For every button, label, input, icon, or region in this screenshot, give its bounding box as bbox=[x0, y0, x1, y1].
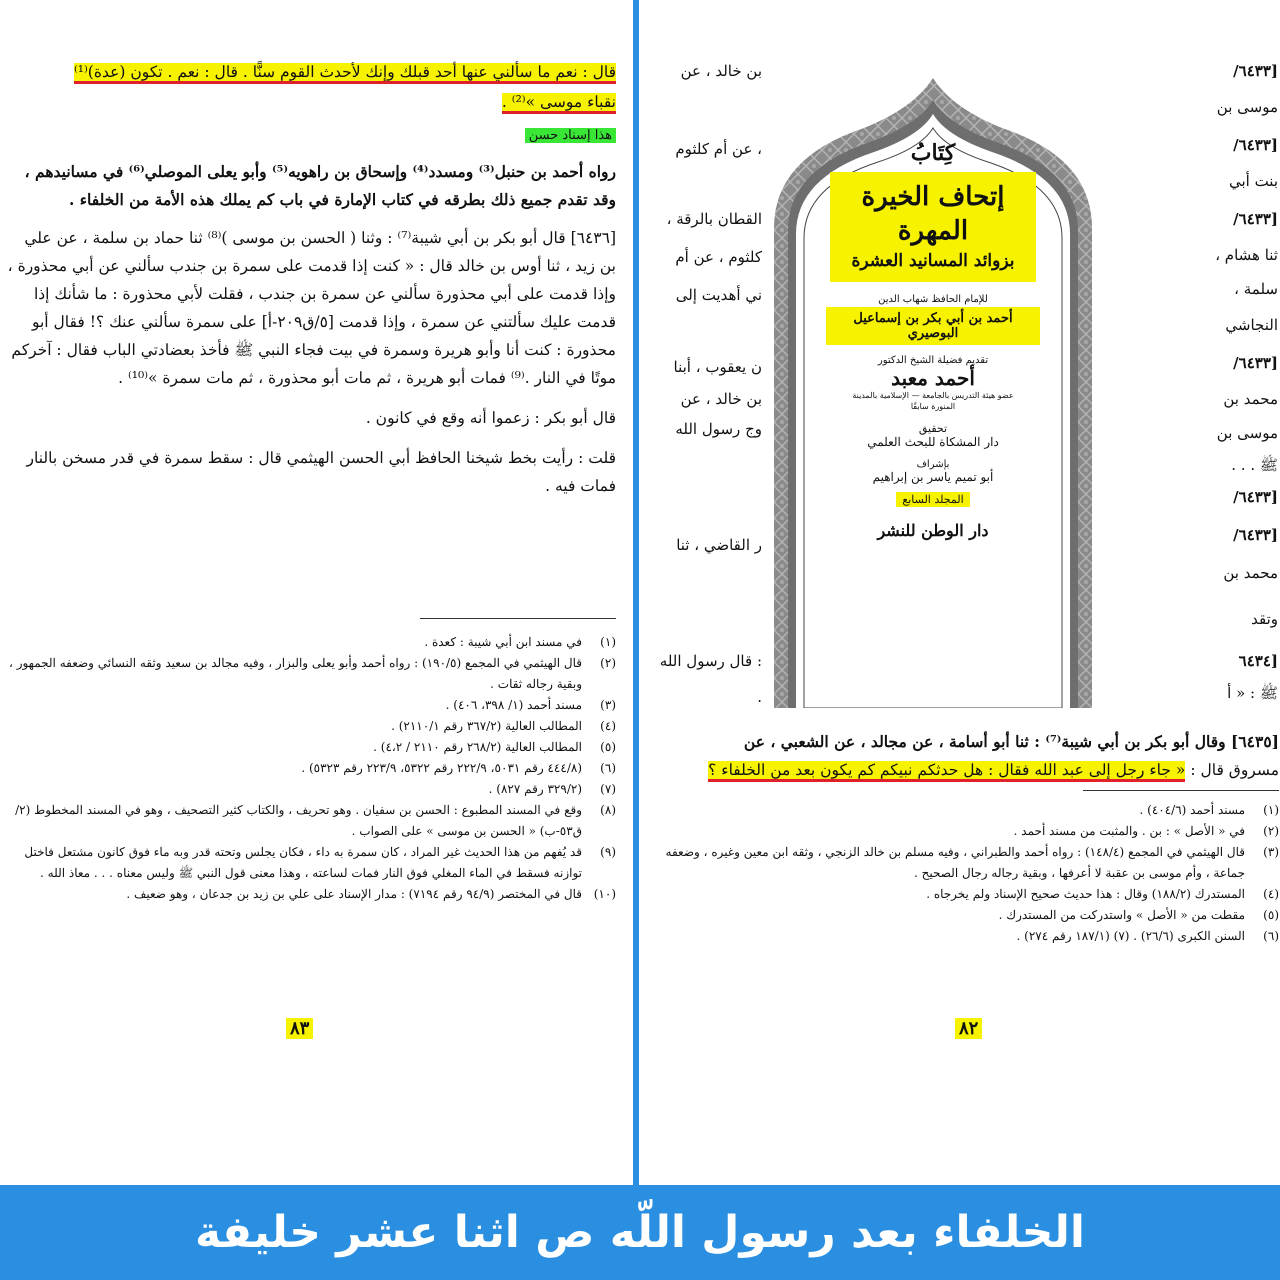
right-column-fragment: محمد بن bbox=[1223, 390, 1278, 408]
footnote-number: (٥) bbox=[600, 740, 616, 754]
book-cover-image bbox=[774, 78, 1092, 708]
right-column-fragment: [٦٤٣٣/ bbox=[1233, 526, 1278, 544]
cover-intro-desc: عضو هيئة التدريس بالجامعة — الإسلامية بالمدينة المنورة سابقًا bbox=[852, 391, 1014, 411]
footnote-number: (٢) bbox=[1263, 824, 1279, 838]
cover-ishraf: أبو تميم ياسر بن إبراهيم bbox=[872, 470, 994, 484]
cover-volume: المجلد السابع bbox=[896, 492, 969, 507]
cover-author-prefix: للإمام الحافظ شهاب الدين bbox=[878, 294, 988, 305]
footnote-text: قال في المختصر (٩٤/٩ رقم ٧١٩٤) : مدار الإسناد على علي بن زيد بن جدعان ، وهو ضعيف . bbox=[126, 887, 582, 901]
paragraph-6436: [٦٤٣٦] قال أبو بكر بن أبي شيبة⁽⁷⁾ : وثنا ( الحسن بن موسى )⁽⁸⁾ ثنا حماد بن سلمة ، عن علي بن زيد ، ثنا أوس بن خالد قال : « كنت إذا قدمت على سمرة بن جندب سألني عن أبي محذورة ، وإذا قدمت على أبي محذورة سألني عن سمرة بن جندب ، فقلت لأبي محذورة : ما شأنك إذا قدمت عليك سألتني عن سمرة ، وإذا قدمت [٥/ق٢٠٩-أ] على سمرة سألني عنك ؟! فقال أبو محذورة : كنت أنا وأبو هريرة وسمرة في بيت فجاء النبي ﷺ فأخذ بعضادتي الباب فقال : آخركم موتًا في النار .⁽⁹⁾ فمات أبو هريرة ، ثم مات أبو محذورة ، ثم مات سمرة »⁽¹⁰⁾ . bbox=[7, 229, 616, 387]
footnote-text: مقطت من « الأصل » واستدركت من المستدرك . bbox=[998, 908, 1245, 922]
footnote bbox=[4, 653, 616, 695]
footnote-number: (٤) bbox=[600, 719, 616, 733]
left-column-fragment: . bbox=[757, 688, 762, 706]
cover-intro-label: تقديم فضيلة الشيخ الدكتور bbox=[877, 355, 989, 366]
highlighted-question: « جاء رجل إلى عبد الله فقال : هل حدثكم نبيكم كم يكون بعد من الخلفاء ؟ bbox=[708, 761, 1185, 782]
footnote bbox=[4, 695, 616, 716]
footnote-text: وقع في المسند المطبوع : الحسن بن سفيان . وهو تحريف ، والكتاب كثير التصحيف ، وهو في المسند المخطوط (٢/ق٥٣-ب) « الحسن بن موسى » على الصواب . bbox=[15, 803, 582, 838]
page-number-83: ٨٣ bbox=[286, 1018, 313, 1039]
footnote bbox=[659, 842, 1279, 884]
banner-text: الخلفاء بعد رسول اللّه ص اثنا عشر خليفة bbox=[194, 1207, 1086, 1258]
footnote bbox=[659, 800, 1279, 821]
right-column-fragment: محمد بن bbox=[1223, 564, 1278, 582]
footnote-text: المطالب العالية (٣٦٧/٢ رقم ٢١١٠/١) . bbox=[391, 719, 582, 733]
right-column-fragment: موسى بن bbox=[1216, 424, 1278, 442]
footnote bbox=[4, 716, 616, 737]
footnote-text: قال الهيثمي في المجمع (١٩٠/٥) : رواه أحمد وأبو يعلى والبزار ، وفيه مجالد بن سعيد وثقه النسائي وضعفه الجمهور ، وبقية رجاله ثقات . bbox=[9, 656, 582, 691]
footnote bbox=[4, 842, 616, 884]
footnote-number: (٣) bbox=[1263, 845, 1279, 859]
right-footnotes bbox=[659, 800, 1279, 947]
cover-ishraf-label: بإشراف bbox=[916, 459, 950, 470]
left-column-fragment: ن يعقوب ، أبنا bbox=[673, 358, 762, 376]
left-column-fragment: بن خالد ، عن bbox=[680, 62, 762, 80]
highlighted-text-2 bbox=[4, 88, 616, 116]
right-column-fragment: ﷺ . . . bbox=[1231, 456, 1278, 474]
left-footnotes bbox=[4, 632, 616, 905]
highlight-line-2: نقباء موسى »⁽²⁾ . bbox=[502, 93, 616, 114]
cover-publisher: دار الوطن للنشر bbox=[877, 521, 989, 540]
footnote-text: مسند أحمد (١/ ٣٩٨، ٤٠٦) . bbox=[445, 698, 582, 712]
footnote bbox=[659, 926, 1279, 947]
paragraph-6435-line2 bbox=[659, 756, 1279, 784]
highlight-line-1: قال : نعم ما سألني عنها أحد قبلك وإنك لأحدث القوم سنًّا . قال : نعم . تكون (عدة)⁽¹⁾ bbox=[74, 63, 616, 84]
paragraph-3: قال أبو بكر : زعموا أنه وقع في كانون . bbox=[365, 409, 616, 427]
right-column-fragment: موسى بن bbox=[1216, 98, 1278, 116]
footnote-number: (٨) bbox=[600, 803, 616, 817]
right-column-fragment: [٦٤٣٣/ bbox=[1233, 354, 1278, 372]
footnote bbox=[4, 779, 616, 800]
footnote bbox=[4, 800, 616, 842]
right-column-fragment: ﷺ : « أ bbox=[1227, 684, 1278, 702]
footnote-text: المستدرك (١٨٨/٢) وقال : هذا حديث صحيح الإسناد ولم يخرجاه . bbox=[926, 887, 1245, 901]
footnote-text: في « الأصل » : بن . والمثبت من مسند أحمد . bbox=[1013, 824, 1245, 838]
footnote-number: (١٠) bbox=[593, 887, 616, 901]
footnote-text: في مسند ابن أبي شيبة : كعدة . bbox=[424, 635, 582, 649]
footnote-text: مسند أحمد (٤٠٤/٦) . bbox=[1139, 803, 1245, 817]
footnote bbox=[4, 632, 616, 653]
left-column-fragment: ر القاضي ، ثنا bbox=[676, 536, 762, 554]
left-column-fragment: كلثوم ، عن أم bbox=[675, 248, 762, 266]
right-column-fragment: بنت أبي bbox=[1228, 172, 1278, 190]
footnote-number: (٤) bbox=[1263, 887, 1279, 901]
footnote bbox=[659, 905, 1279, 926]
right-column-fragment: [٦٤٣٣/ bbox=[1233, 210, 1278, 228]
highlighted-text bbox=[4, 58, 616, 86]
right-column-fragment: [٦٤٣٤ bbox=[1238, 652, 1278, 670]
footnote-number: (٥) bbox=[1263, 908, 1279, 922]
footnote-number: (٦) bbox=[600, 761, 616, 775]
footnote-text: السنن الكبرى (٢٦/٦) . (٧) (١٨٧/١ رقم ٢٧٤) . bbox=[1016, 929, 1245, 943]
cover-author: أحمد بن أبي بكر بن إسماعيل البوصيري bbox=[826, 307, 1040, 345]
paragraph-6435-line1: [٦٤٣٥] وقال أبو بكر بن أبي شيبة⁽⁷⁾ : ثنا أبو أسامة ، عن مجالد ، عن الشعبي ، عن bbox=[743, 732, 1279, 751]
footnote-text: قد يُفهم من هذا الحديث غير المراد ، كان سمرة به داء ، فكان يجلس وتحته قدر وبه ماء فوق كانون مشتعل فاختل توازنه فسقط في الماء المغلي فوق النار فمات لساعته ، وهذا معنى قول النبي ﷺ وليس معناه . . . معاذ الله . bbox=[24, 845, 582, 880]
right-column-fragment: [٦٤٣٣/ bbox=[1233, 136, 1278, 154]
paragraph-6435-prefix: مسروق قال : bbox=[1190, 761, 1279, 779]
right-column-fragment: ثنا هشام ، bbox=[1215, 246, 1278, 264]
footnote-number: (٣) bbox=[600, 698, 616, 712]
footnote-text: قال الهيثمي في المجمع (١٤٨/٤) : رواه أحمد والطبراني ، وفيه مسلم بن خالد الزنجي ، وثقه ابن معين وغيره ، وضعفه جماعة ، وأم موسى بن عقبة لا أعرفها ، وبقية رجاله رجال الصحيح . bbox=[665, 845, 1245, 880]
footnote-text: (٣٢٩/٢ رقم ٨٢٧) . bbox=[488, 782, 582, 796]
footnote bbox=[659, 884, 1279, 905]
footnote-text: المطالب العالية (٢٦٨/٢ رقم ٢١١٠ / ٤،٢) . bbox=[373, 740, 582, 754]
footnote-rule bbox=[1083, 790, 1279, 791]
footnote-number: (١) bbox=[600, 635, 616, 649]
left-column-fragment: وج رسول الله bbox=[675, 420, 762, 438]
footnote-rule bbox=[420, 618, 616, 619]
footnote-text: (٤٤٤/٨ رقم ٥٠٣١، ٢٢٢/٩ رقم ٥٣٢٢، ٢٢٣/٩ رقم ٥٣٢٣) . bbox=[301, 761, 582, 775]
footnote bbox=[659, 821, 1279, 842]
caption-banner bbox=[0, 1185, 1280, 1280]
right-column-fragment: [٦٤٣٣/ bbox=[1233, 488, 1278, 506]
right-column-fragment: [٦٤٣٣/ bbox=[1233, 62, 1278, 80]
cover-title: إتحاف الخيرة المهرة bbox=[861, 182, 1005, 246]
footnote-number: (٢) bbox=[600, 656, 616, 670]
cover-intro-name: أحمد معبد bbox=[891, 366, 975, 390]
right-column-fragment: سلمة ، bbox=[1234, 280, 1278, 298]
cover-tahqiq-label: تحقيق bbox=[918, 422, 948, 435]
cover-kitab: كِتَابُ bbox=[910, 140, 956, 166]
cover-tahqiq: دار المشكاة للبحث العلمي bbox=[867, 435, 999, 449]
paragraph-1: رواه أحمد بن حنبل⁽³⁾ ومسدد⁽⁴⁾ وإسحاق بن راهويه⁽⁵⁾ وأبو يعلى الموصلي⁽⁶⁾ في مسانيدهم ، وقد تقدم جميع ذلك بطرقه في كتاب الإمارة في باب كم يملك هذه الأمة من الخلفاء . bbox=[24, 162, 616, 209]
left-column-fragment: ، عن أم كلثوم bbox=[675, 140, 762, 158]
footnote-number: (٦) bbox=[1263, 929, 1279, 943]
page-number-82: ٨٢ bbox=[955, 1018, 982, 1039]
footnote bbox=[4, 758, 616, 779]
footnote-number: (٩) bbox=[600, 845, 616, 859]
left-column-fragment: : قال رسول الله bbox=[659, 652, 762, 670]
left-page bbox=[0, 0, 633, 1185]
right-column-fragment: وتقد bbox=[1251, 610, 1278, 628]
left-column-fragment: القطان بالرقة ، bbox=[666, 210, 762, 228]
isnad-label: هذا إسناد حسن bbox=[525, 128, 616, 143]
left-column-fragment: بن خالد ، عن bbox=[680, 390, 762, 408]
cover-subtitle: بزوائد المسانيد العشرة bbox=[851, 251, 1015, 271]
left-column-fragment: ني أهديت إلى bbox=[675, 286, 762, 304]
paragraph-4: قلت : رأيت بخط شيخنا الحافظ أبي الحسن الهيثمي قال : سقط سمرة في قدر مسخن بالنار فمات فيه . bbox=[26, 449, 616, 495]
footnote bbox=[4, 737, 616, 758]
footnote-number: (١) bbox=[1263, 803, 1279, 817]
footnote bbox=[4, 884, 616, 905]
footnote-number: (٧) bbox=[600, 782, 616, 796]
right-column-fragment: النجاشي bbox=[1225, 316, 1278, 334]
